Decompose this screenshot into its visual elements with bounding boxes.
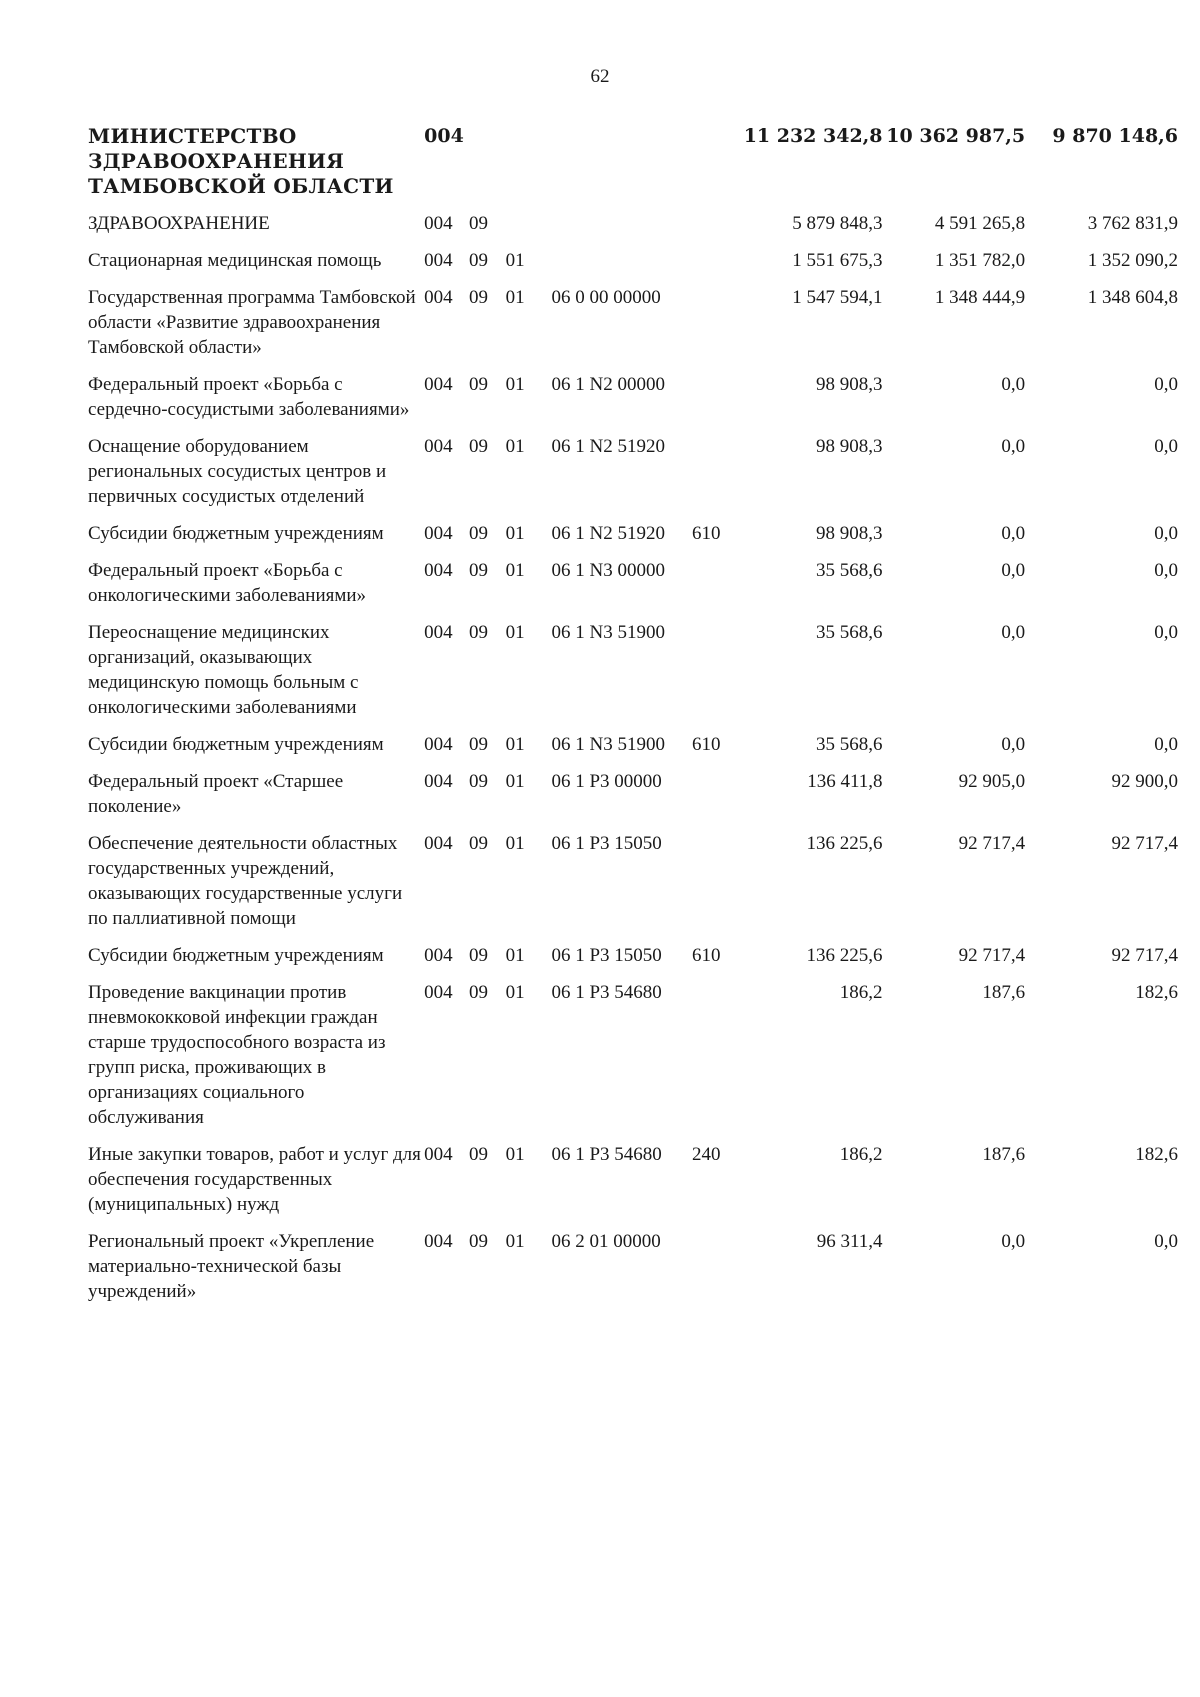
item-name: Субсидии бюджетным учреждениям — [88, 734, 384, 755]
item-name: Обеспечение деятельности областных государственных учреждений, оказывающих государственные услуги по паллиативной помощи — [88, 833, 403, 929]
expense-type-code — [692, 831, 743, 943]
amount-year-1: 35 568,6 — [816, 734, 883, 755]
target-article-code: 06 1 P3 00000 — [551, 771, 662, 792]
amount-year-1: 1 551 675,3 — [792, 250, 883, 271]
item-name: Федеральный проект «Борьба с сердечно-сосудистыми заболеваниями» — [88, 374, 410, 420]
amount-year-2: 0,0 — [1001, 734, 1026, 755]
amount-year-1: 5 879 848,3 — [792, 213, 883, 234]
amount-year-2: 0,0 — [1001, 560, 1026, 581]
table-row — [88, 1229, 1178, 1316]
item-name: Федеральный проект «Старшее поколение» — [88, 771, 344, 817]
table-row — [88, 124, 1178, 211]
expense-type-code: 610 — [692, 523, 721, 544]
item-name: Стационарная медицинская помощь — [88, 250, 382, 271]
amount-year-2: 0,0 — [1001, 523, 1026, 544]
ministry-code: 004 — [424, 213, 453, 234]
amount-year-2: 187,6 — [982, 1144, 1026, 1165]
section-code: 09 — [468, 250, 488, 271]
amount-year-2: 4 591 265,8 — [934, 213, 1026, 234]
expense-type-code: 610 — [692, 734, 721, 755]
subsection-code: 01 — [505, 945, 525, 966]
table-row — [88, 769, 1178, 831]
section-code: 09 — [468, 945, 488, 966]
amount-year-3: 0,0 — [1154, 734, 1178, 755]
ministry-code: 004 — [424, 771, 453, 792]
expense-type-code — [692, 124, 743, 211]
item-name: Проведение вакцинации против пневмококковой инфекции граждан старше трудоспособного возраста из групп риска, проживающих в организациях социального обслуживания — [88, 982, 386, 1128]
amount-year-3: 9 870 148,6 — [1052, 125, 1178, 147]
subsection-code: 01 — [505, 833, 525, 854]
target-article-code: 06 1 P3 15050 — [551, 945, 662, 966]
table-row — [88, 211, 1178, 248]
amount-year-3: 0,0 — [1154, 523, 1178, 544]
amount-year-2: 1 348 444,9 — [934, 287, 1026, 308]
ministry-code: 004 — [424, 560, 453, 581]
target-article-code: 06 1 P3 54680 — [551, 982, 662, 1003]
expense-type-code: 610 — [692, 945, 721, 966]
target-article-code: 06 1 N3 51900 — [551, 622, 665, 643]
amount-year-3: 1 352 090,2 — [1087, 250, 1178, 271]
target-article-code: 06 1 P3 54680 — [551, 1144, 662, 1165]
subsection-code — [506, 211, 552, 248]
section-code: 09 — [468, 734, 488, 755]
ministry-code: 004 — [424, 374, 453, 395]
ministry-code: 004 — [424, 523, 453, 544]
amount-year-1: 96 311,4 — [816, 1231, 883, 1252]
subsection-code: 01 — [505, 982, 525, 1003]
subsection-code: 01 — [505, 771, 525, 792]
amount-year-2: 92 717,4 — [958, 945, 1026, 966]
table-row — [88, 620, 1178, 732]
table-row — [88, 521, 1178, 558]
table-row — [88, 372, 1178, 434]
amount-year-3: 92 717,4 — [1111, 833, 1178, 854]
subsection-code: 01 — [505, 250, 525, 271]
subsection-code: 01 — [505, 1144, 525, 1165]
table-row — [88, 248, 1178, 285]
amount-year-1: 186,2 — [839, 1144, 883, 1165]
target-article-code: 06 1 P3 15050 — [551, 833, 662, 854]
amount-year-3: 0,0 — [1154, 436, 1178, 457]
amount-year-2: 0,0 — [1001, 436, 1026, 457]
amount-year-3: 0,0 — [1154, 622, 1178, 643]
amount-year-2: 92 717,4 — [958, 833, 1026, 854]
amount-year-3: 92 717,4 — [1111, 945, 1178, 966]
subsection-code: 01 — [505, 734, 525, 755]
ministry-code: 004 — [424, 436, 453, 457]
section-code: 09 — [468, 771, 488, 792]
amount-year-3: 3 762 831,9 — [1087, 213, 1178, 234]
ministry-code: 004 — [424, 1144, 453, 1165]
ministry-code: 004 — [424, 250, 453, 271]
section-code: 09 — [468, 287, 488, 308]
subsection-code: 01 — [505, 287, 525, 308]
ministry-code: 004 — [424, 125, 464, 147]
amount-year-3: 0,0 — [1154, 374, 1178, 395]
item-name: Федеральный проект «Борьба с онкологическими заболеваниями» — [88, 560, 367, 606]
section-code: 09 — [468, 833, 488, 854]
item-name: ЗДРАВООХРАНЕНИЕ — [88, 213, 270, 234]
amount-year-2: 0,0 — [1001, 374, 1026, 395]
subsection-code: 01 — [505, 1231, 525, 1252]
target-article-code: 06 1 N2 51920 — [551, 523, 665, 544]
budget-table — [88, 124, 1178, 1316]
amount-year-3: 182,6 — [1135, 982, 1178, 1003]
section-code: 09 — [468, 1144, 488, 1165]
amount-year-1: 11 232 342,8 — [743, 125, 883, 147]
amount-year-1: 98 908,3 — [816, 374, 883, 395]
item-name: Субсидии бюджетным учреждениям — [88, 945, 384, 966]
section-code: 09 — [468, 436, 488, 457]
amount-year-3: 0,0 — [1154, 560, 1178, 581]
amount-year-2: 10 362 987,5 — [886, 125, 1026, 147]
amount-year-1: 98 908,3 — [816, 436, 883, 457]
amount-year-2: 0,0 — [1001, 1231, 1026, 1252]
amount-year-3: 92 900,0 — [1111, 771, 1178, 792]
target-article-code — [551, 248, 692, 285]
table-row — [88, 732, 1178, 769]
amount-year-1: 35 568,6 — [816, 622, 883, 643]
ministry-code: 004 — [424, 287, 453, 308]
ministry-code: 004 — [424, 833, 453, 854]
table-row — [88, 558, 1178, 620]
budget-table-body — [88, 124, 1178, 1316]
subsection-code: 01 — [505, 560, 525, 581]
subsection-code: 01 — [505, 622, 525, 643]
target-article-code: 06 1 N2 00000 — [551, 374, 665, 395]
subsection-code: 01 — [505, 374, 525, 395]
item-name: Переоснащение медицинских организаций, оказывающих медицинскую помощь больным с онкологическими заболеваниями — [88, 622, 359, 718]
section-code: 09 — [468, 523, 488, 544]
target-article-code: 06 1 N2 51920 — [551, 436, 665, 457]
subsection-code — [506, 124, 552, 211]
amount-year-1: 136 225,6 — [806, 945, 883, 966]
subsection-code: 01 — [505, 436, 525, 457]
amount-year-2: 0,0 — [1001, 622, 1026, 643]
section-code: 09 — [468, 1231, 488, 1252]
amount-year-2: 92 905,0 — [958, 771, 1026, 792]
expense-type-code — [692, 558, 743, 620]
table-row — [88, 285, 1178, 372]
table-row — [88, 1142, 1178, 1229]
expense-type-code — [692, 620, 743, 732]
ministry-code: 004 — [424, 622, 453, 643]
table-row — [88, 943, 1178, 980]
expense-type-code: 240 — [692, 1144, 721, 1165]
target-article-code — [551, 211, 692, 248]
item-name: Иные закупки товаров, работ и услуг для обеспечения государственных (муниципальных) нужд — [88, 1144, 421, 1215]
section-code: 09 — [468, 622, 488, 643]
table-row — [88, 831, 1178, 943]
target-article-code: 06 2 01 00000 — [551, 1231, 661, 1252]
amount-year-1: 98 908,3 — [816, 523, 883, 544]
table-row — [88, 980, 1178, 1142]
amount-year-1: 136 411,8 — [807, 771, 883, 792]
expense-type-code — [692, 980, 743, 1142]
table-row — [88, 434, 1178, 521]
expense-type-code — [692, 434, 743, 521]
section-code — [469, 124, 506, 211]
target-article-code: 06 1 N3 51900 — [551, 734, 665, 755]
ministry-code: 004 — [424, 982, 453, 1003]
ministry-code: 004 — [424, 734, 453, 755]
section-code: 09 — [468, 982, 488, 1003]
target-article-code: 06 0 00 00000 — [551, 287, 661, 308]
expense-type-code — [692, 372, 743, 434]
section-code: 09 — [468, 213, 488, 234]
section-code: 09 — [468, 374, 488, 395]
ministry-code: 004 — [424, 945, 453, 966]
expense-type-code — [692, 285, 743, 372]
amount-year-1: 186,2 — [839, 982, 883, 1003]
expense-type-code — [692, 1229, 743, 1316]
amount-year-3: 1 348 604,8 — [1087, 287, 1178, 308]
amount-year-2: 187,6 — [982, 982, 1026, 1003]
expense-type-code — [692, 248, 743, 285]
amount-year-2: 1 351 782,0 — [934, 250, 1026, 271]
item-name: Субсидии бюджетным учреждениям — [88, 523, 384, 544]
page-number: 62 — [590, 66, 610, 87]
amount-year-3: 182,6 — [1135, 1144, 1178, 1165]
item-name: МИНИСТЕРСТВО ЗДРАВООХРАНЕНИЯ ТАМБОВСКОЙ ОБЛАСТИ — [88, 124, 394, 198]
item-name: Региональный проект «Укрепление материально-технической базы учреждений» — [88, 1231, 375, 1302]
amount-year-1: 136 225,6 — [806, 833, 883, 854]
section-code: 09 — [468, 560, 488, 581]
target-article-code — [551, 124, 692, 211]
item-name: Государственная программа Тамбовской области «Развитие здравоохранения Тамбовской области» — [88, 287, 416, 358]
amount-year-1: 1 547 594,1 — [792, 287, 883, 308]
item-name: Оснащение оборудованием региональных сосудистых центров и первичных сосудистых отделений — [88, 436, 387, 507]
amount-year-1: 35 568,6 — [816, 560, 883, 581]
target-article-code: 06 1 N3 00000 — [551, 560, 665, 581]
amount-year-3: 0,0 — [1154, 1231, 1178, 1252]
expense-type-code — [692, 769, 743, 831]
expense-type-code — [692, 211, 743, 248]
subsection-code: 01 — [505, 523, 525, 544]
ministry-code: 004 — [424, 1231, 453, 1252]
